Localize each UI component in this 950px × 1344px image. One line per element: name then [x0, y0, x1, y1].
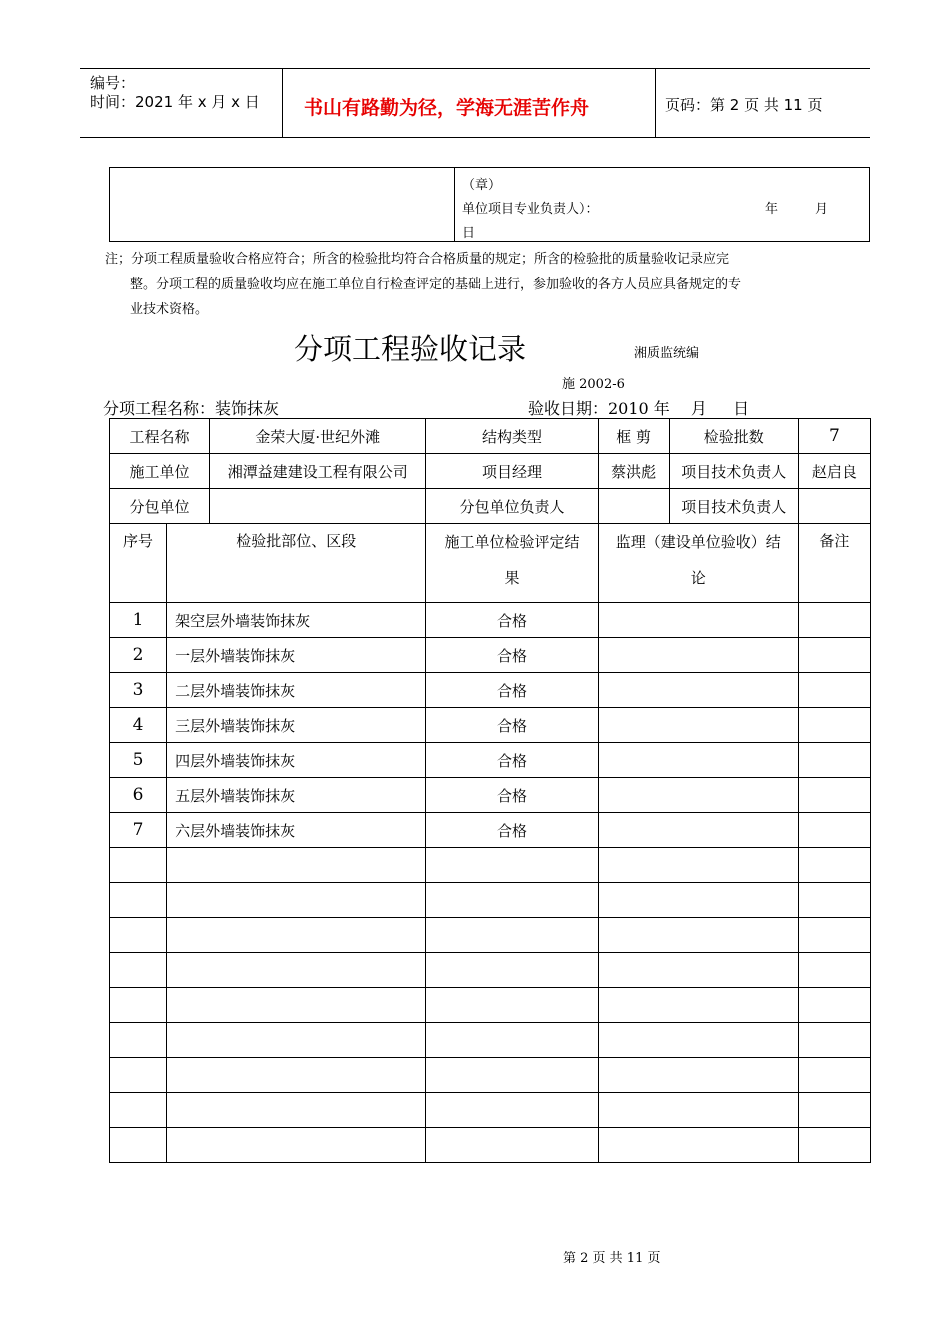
col-remark-header: 备注 [798, 524, 870, 603]
row-supervision [598, 813, 798, 848]
acceptance-date-label: 验收日期：2010 年 月 日 [528, 399, 750, 418]
page-title: 分项工程验收记录 [294, 332, 527, 366]
table-row [110, 883, 871, 918]
row-remark [798, 988, 870, 1023]
row-result: 合格 [426, 603, 598, 638]
row-remark [798, 1023, 870, 1058]
row-no: 1 [110, 603, 167, 638]
col-result-header [426, 524, 598, 603]
tech-lead-label: 项目技术负责人 [669, 454, 798, 489]
signature-box [109, 167, 870, 242]
project-name-label: 工程名称 [110, 419, 210, 454]
day-label: 日 [462, 226, 476, 241]
sub-tech-label: 项目技术负责人 [669, 489, 798, 524]
row-result [426, 883, 598, 918]
structure-value: 框 剪 [598, 419, 669, 454]
table-row [110, 1058, 871, 1093]
row-supervision [598, 1023, 798, 1058]
row-part: 架空层外墙装饰抹灰 [167, 603, 426, 638]
info-row-2 [110, 454, 871, 489]
row-result: 合格 [426, 813, 598, 848]
row-part [167, 848, 426, 883]
row-part [167, 883, 426, 918]
column-header-row [110, 524, 871, 603]
row-result [426, 953, 598, 988]
inspection-rows [110, 603, 871, 1163]
row-supervision [598, 743, 798, 778]
page-label: 页码：第 2 页 共 11 页 [665, 96, 823, 114]
row-result: 合格 [426, 638, 598, 673]
item-name-label: 分项工程名称：装饰抹灰 [103, 399, 280, 418]
row-no [110, 1093, 167, 1128]
row-no: 2 [110, 638, 167, 673]
info-row-1 [110, 419, 871, 454]
row-supervision [598, 1058, 798, 1093]
row-result [426, 1023, 598, 1058]
header-motto-cell [282, 69, 656, 137]
row-part: 四层外墙装饰抹灰 [167, 743, 426, 778]
sub-label: 分包单位 [110, 489, 210, 524]
row-result [426, 1058, 598, 1093]
table-row [110, 1128, 871, 1163]
table-row [110, 603, 871, 638]
row-remark [798, 638, 870, 673]
form-number: 施 2002-6 [562, 377, 625, 392]
row-no [110, 953, 167, 988]
row-remark [798, 813, 870, 848]
acceptance-table [109, 418, 871, 1163]
row-no [110, 1023, 167, 1058]
row-result [426, 918, 598, 953]
row-supervision [598, 673, 798, 708]
row-supervision [598, 988, 798, 1023]
year-label: 年 [765, 202, 779, 217]
row-no: 7 [110, 813, 167, 848]
row-result: 合格 [426, 743, 598, 778]
row-supervision [598, 883, 798, 918]
table-row [110, 918, 871, 953]
batch-count-value: 7 [798, 419, 870, 454]
row-part [167, 988, 426, 1023]
row-part [167, 1023, 426, 1058]
row-supervision [598, 918, 798, 953]
row-result [426, 988, 598, 1023]
row-part [167, 1128, 426, 1163]
table-row [110, 1023, 871, 1058]
row-supervision [598, 638, 798, 673]
row-no: 4 [110, 708, 167, 743]
row-part [167, 1093, 426, 1128]
row-no [110, 848, 167, 883]
row-remark [798, 743, 870, 778]
row-remark [798, 708, 870, 743]
info-row-3 [110, 489, 871, 524]
row-supervision [598, 953, 798, 988]
col-result-header-line1: 施工单位检验评定结 [444, 533, 580, 551]
row-part: 二层外墙装饰抹灰 [167, 673, 426, 708]
table-row [110, 708, 871, 743]
table-row [110, 743, 871, 778]
row-supervision [598, 778, 798, 813]
row-no [110, 1128, 167, 1163]
row-part [167, 953, 426, 988]
row-remark [798, 778, 870, 813]
row-part: 三层外墙装饰抹灰 [167, 708, 426, 743]
row-remark [798, 848, 870, 883]
table-row [110, 953, 871, 988]
col-supervision-header [598, 524, 798, 603]
row-remark [798, 673, 870, 708]
row-result [426, 848, 598, 883]
pm-label: 项目经理 [426, 454, 598, 489]
row-remark [798, 953, 870, 988]
stamp-label: （章） [462, 178, 502, 193]
sub-tech-value [798, 489, 870, 524]
row-no [110, 988, 167, 1023]
pm-value: 蔡洪彪 [598, 454, 669, 489]
row-supervision [598, 848, 798, 883]
row-remark [798, 603, 870, 638]
table-row [110, 673, 871, 708]
time-label: 时间：2021 年 x 月 x 日 [90, 93, 260, 111]
note-line-3: 业技术资格。 [130, 302, 209, 317]
row-part: 五层外墙装饰抹灰 [167, 778, 426, 813]
row-remark [798, 1093, 870, 1128]
table-row [110, 848, 871, 883]
row-no: 6 [110, 778, 167, 813]
table-row [110, 813, 871, 848]
row-part [167, 1058, 426, 1093]
row-supervision [598, 603, 798, 638]
contractor-label: 施工单位 [110, 454, 210, 489]
table-row [110, 638, 871, 673]
table-row [110, 778, 871, 813]
row-result: 合格 [426, 708, 598, 743]
tech-lead-value: 赵启良 [798, 454, 870, 489]
col-supervision-header-line1: 监理（建设单位验收）结 [615, 533, 781, 551]
header-page-cell [655, 69, 870, 137]
row-part [167, 918, 426, 953]
month-label: 月 [815, 202, 829, 217]
row-no [110, 1058, 167, 1093]
batch-count-label: 检验批数 [669, 419, 798, 454]
signature-line: 单位项目专业负责人）： [462, 202, 599, 217]
row-part: 六层外墙装饰抹灰 [167, 813, 426, 848]
motto: 书山有路勤为径，学海无涯苦作舟 [304, 97, 590, 119]
note-line-2: 整。分项工程的质量验收均应在施工单位自行检查评定的基础上进行，参加验收的各方人员应具备规定的专 [130, 277, 742, 292]
row-no [110, 918, 167, 953]
row-supervision [598, 708, 798, 743]
row-result: 合格 [426, 673, 598, 708]
row-remark [798, 918, 870, 953]
project-name-value: 金荣大厦·世纪外滩 [210, 419, 426, 454]
table-row [110, 988, 871, 1023]
page-footer: 第 2 页 共 11 页 [563, 1251, 661, 1266]
structure-label: 结构类型 [426, 419, 598, 454]
row-no: 3 [110, 673, 167, 708]
editor-label: 湘质监统编 [634, 346, 700, 361]
row-remark [798, 1058, 870, 1093]
sub-lead-label: 分包单位负责人 [426, 489, 598, 524]
row-remark [798, 1128, 870, 1163]
page-header [80, 68, 870, 138]
col-supervision-header-line2: 论 [690, 569, 706, 587]
table-row [110, 1093, 871, 1128]
col-no-header: 序号 [110, 524, 167, 603]
row-result [426, 1093, 598, 1128]
sub-value [210, 489, 426, 524]
row-no [110, 883, 167, 918]
code-label: 编号： [90, 74, 136, 92]
col-part-header: 检验批部位、区段 [167, 524, 426, 603]
row-result: 合格 [426, 778, 598, 813]
contractor-value: 湘潭益建建设工程有限公司 [210, 454, 426, 489]
col-result-header-line2: 果 [504, 569, 520, 587]
sub-lead-value [598, 489, 669, 524]
row-result [426, 1128, 598, 1163]
row-supervision [598, 1128, 798, 1163]
row-supervision [598, 1093, 798, 1128]
note-line-1: 注；分项工程质量验收合格应符合；所含的检验批均符合合格质量的规定；所含的检验批的质量验收记录应完 [105, 252, 730, 267]
row-remark [798, 883, 870, 918]
row-part: 一层外墙装饰抹灰 [167, 638, 426, 673]
row-no: 5 [110, 743, 167, 778]
header-meta-cell [80, 69, 283, 137]
